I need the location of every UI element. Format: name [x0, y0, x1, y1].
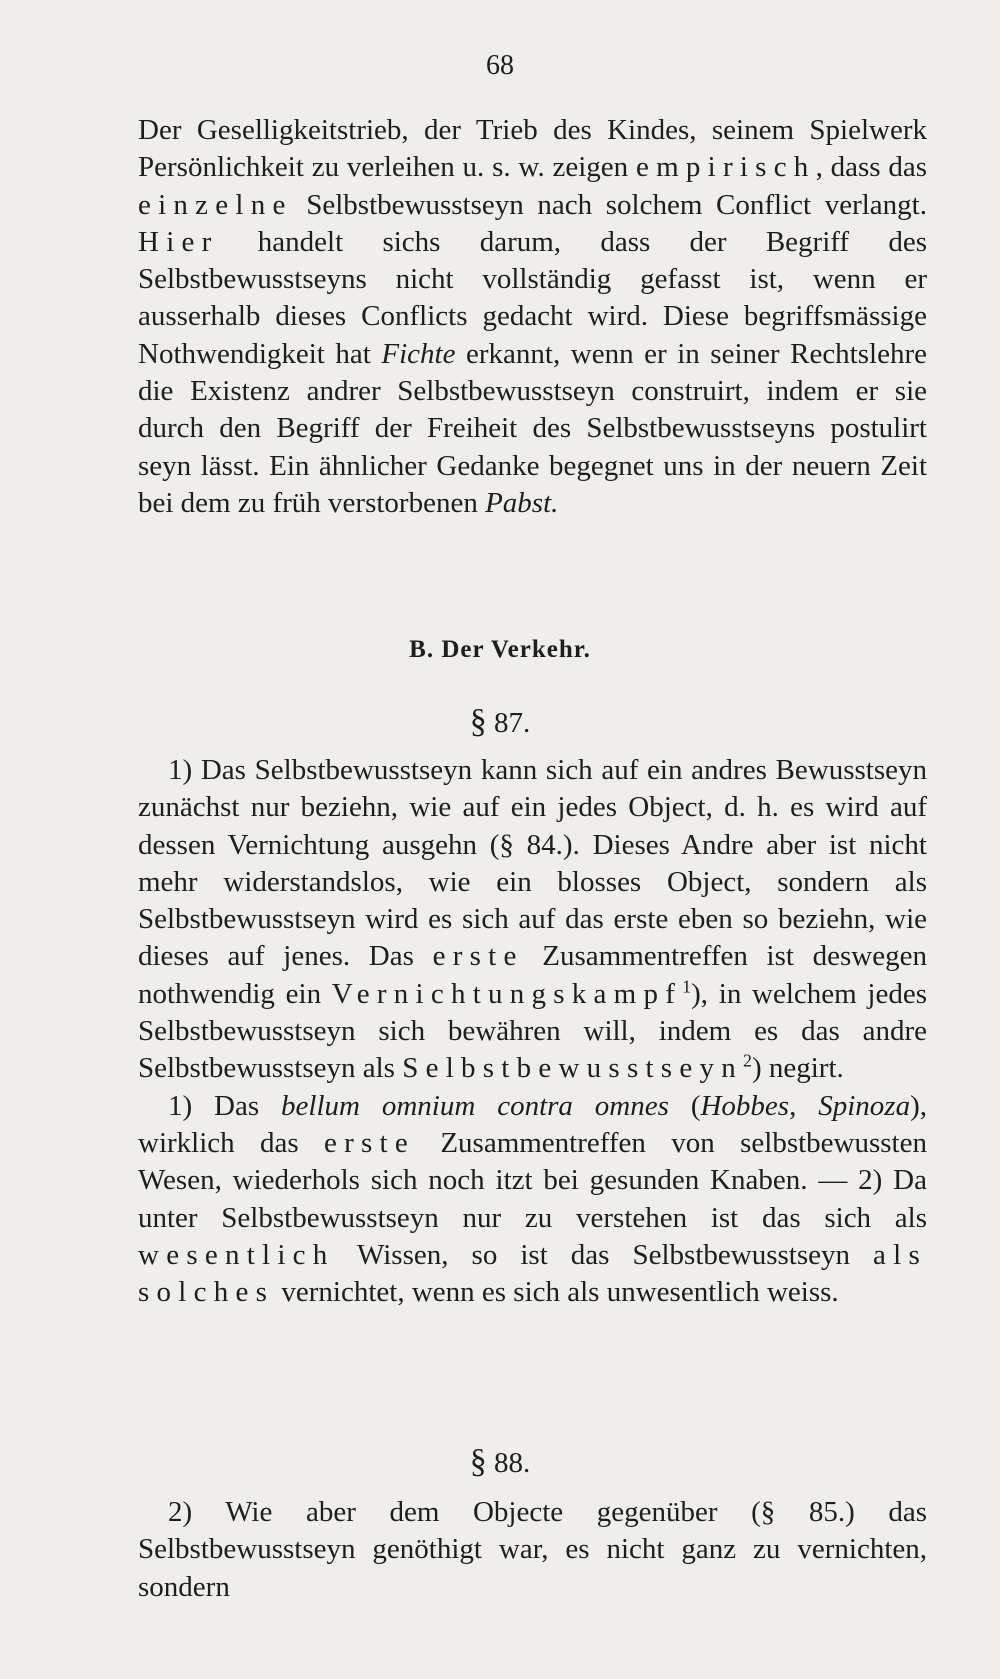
section-symbol: §	[469, 1443, 487, 1480]
paragraph-87: 1) Das Selbstbewusstseyn kann sich auf ein andres Bewusstseyn zunächst nur beziehn, wie auf ein jedes Object, d. h. es wird auf dessen Vernichtung ausgehn (§ 84.). Dieses Andre aber ist nicht mehr widerstandslos, wie ein blosses Object, sondern als Selbstbewusstseyn wird es sich auf das erste eben so beziehn, wie dieses auf jenes. Das erste Zusammentreffen ist deswegen nothwendig ein Vernichtungskampf$^1$), in welchem jedes Selbstbewusstseyn sich bewähren will, indem es das andre Selbstbewusstseyn als Selbstbewusstseyn$^2$) negirt. 1) Das bellum omnium contra omnes (Hobbes, Spinoza), wirklich das erste Zusammentreffen von selbstbewussten Wesen, wiederhols sich noch itzt bei gesunden Knaben. — 2) Da unter Selbstbewusstseyn nur zu verstehen ist das sich als wesentlich Wissen, so ist das Selbstbewusstseyn als solches vernichtet, wenn es sich als unwesentlich weiss.	[138, 752, 927, 1311]
notes-87: 1) Das bellum omnium contra omnes (Hobbes, Spinoza), wirklich das erste Zusammentreffen von selbstbewussten Wesen, wiederhols sich noch itzt bei gesunden Knaben. — 2) Da unter Selbstbewusstseyn nur zu verstehen ist das sich als wesentlich Wissen, so ist das Selbstbewusstseyn als solches vernichtet, wenn es sich als unwesentlich weiss.	[138, 1089, 928, 1309]
footnote-ref-2: 2	[742, 1050, 752, 1071]
paragraph-conflict: Der Geselligkeitstrieb, der Trieb des Kindes, seinem Spielwerk Persönlichkeit zu verleihen u. s. w. zeigen empirisch, dass das einzelne Selbstbewusstseyn nach solchem Conflict verlangt. Hier handelt sichs darum, dass der Begriff des Selbstbewusstseyns nicht vollständig gefasst ist, wenn er ausserhalb dieses Conflicts gedacht wird. Diese begriffsmässige Nothwendigkeit hat Fichte erkannt, wenn er in seiner Rechtslehre die Existenz andrer Selbstbewusstseyn construirt, indem er sie durch den Begriff der Freiheit des Selbstbewusstseyns postulirt seyn lässt. Ein ähnlicher Gedanke begegnet uns in der neuern Zeit bei dem zu früh verstorbenen Pabst.	[138, 114, 927, 519]
section-heading: B. Der Verkehr.	[409, 636, 591, 663]
section-number-87: § 87.	[469, 703, 531, 740]
paragraph-88: 2) Wie aber dem Objecte gegenüber (§ 85.) das Selbstbewusstseyn genöthigt war, es nicht ganz zu vernichten, sondern	[138, 1496, 927, 1603]
section-symbol: §	[469, 703, 487, 740]
name-pabst: Pabst.	[485, 486, 559, 519]
page-number: 68	[486, 50, 514, 81]
section-number-88: § 88.	[469, 1443, 531, 1480]
footnote-ref-1: 1	[682, 976, 692, 997]
name-fichte: Fichte	[381, 337, 456, 370]
